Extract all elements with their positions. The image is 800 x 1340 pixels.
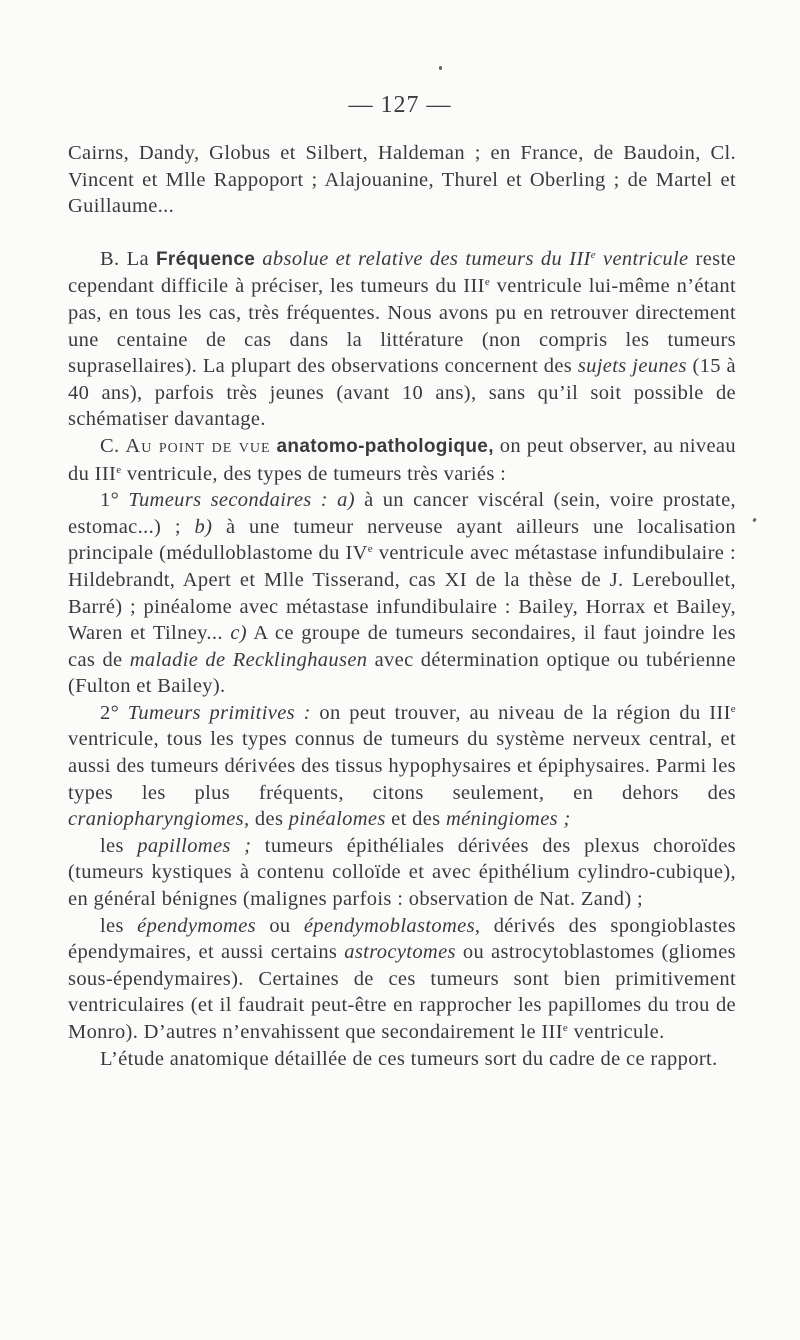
body-text xyxy=(68,140,736,1072)
bold-term-frequence: Fréquence xyxy=(155,248,256,270)
paragraph-ependymomes: les épendymomes ou épendymoblastomes, dérivés des spongioblastes épendymaires, et aussi certains astrocytomes ou astrocytoblastomes (gliomes sous-épendymaires). Certaines de ces tumeurs sont bien primitivement ventriculaires (et il faudrait peut-être en rapprocher les papillomes du trou de Monro). D’autres n’envahissent que secondairement le IIIe ventricule. xyxy=(68,914,736,1043)
bold-term-anatomo: anatomo-pathologique, xyxy=(276,435,494,457)
paragraph-secondaires: 1° Tumeurs secondaires : a) à un cancer viscéral (sein, voire prostate, estomac...) ; b) à une tumeur nerveuse ayant ailleurs une localisation principale (médulloblastome du IVe ventricule avec métastase infundibulaire : Hildebrandt, Apert et Mlle Tisserand, cas XI de la thèse de J. Lereboullet, Barré) ; pinéalome avec métastase infundibulaire : Bailey, Horrax et Bailey, Waren et Tilney... c) A ce groupe de tumeurs secondaires, il faut joindre les cas de maladie de Recklinghausen avec détermination optique ou tubérienne (Fulton et Bailey). xyxy=(68,489,736,698)
paragraph-primitives: 2° Tumeurs primitives : on peut trouver, au niveau de la région du IIIe ventricule, tous les types connus de tumeurs du système nerveux central, et aussi des tumeurs dérivées des tissus hypophysaires et épiphysaires. Parmi les types les plus fréquents, citons seulement, en dehors des craniopharyngiomes, des pinéalomes et des méningiomes ; xyxy=(68,701,737,831)
paragraph-conclusion: L’étude anatomique détaillée de ces tumeurs sort du cadre de ce rapport. xyxy=(100,1047,718,1070)
paragraph-frequency: B. La Fréquence absolue et relative des tumeurs du IIIe ventricule reste cependant difficile à préciser, les tumeurs du IIIe ventricule lui-même n’étant pas, en tous les cas, très fréquentes. Nous avons pu en retrouver directement une centaine de cas dans la littérature (non compris les tumeurs suprasellaires). La plupart des observations concernent des sujets jeunes (15 à 40 ans), parfois très jeunes (avant 10 ans), sans qu’il soit possible de schématiser davantage. xyxy=(68,247,736,431)
page-number: — 127 — xyxy=(348,92,452,118)
ink-speck-margin xyxy=(752,518,757,523)
ink-speck-top xyxy=(439,66,442,70)
paragraph-papillomes: les papillomes ; tumeurs épithéliales dérivées des plexus choroïdes (tumeurs kystiques à contenu colloïde et avec épithélium cylindro-cubique), en général bénignes (malignes parfois : observation de Nat. Zand) ; xyxy=(68,834,736,911)
paragraph-anatomo: C. Au point de vue anatomo-pathologique, on peut observer, au niveau du IIIe ventricule, des types de tumeurs très variés : xyxy=(68,434,736,485)
italic-heading-frequence: absolue et relative des tumeurs du IIIe ventricule xyxy=(262,247,689,270)
paragraph-citations: Cairns, Dandy, Globus et Silbert, Haldeman ; en France, de Baudoin, Cl. Vincent et Mlle Rappoport ; Alajouanine, Thurel et Oberling ; de Martel et Guillaume... xyxy=(68,142,736,218)
